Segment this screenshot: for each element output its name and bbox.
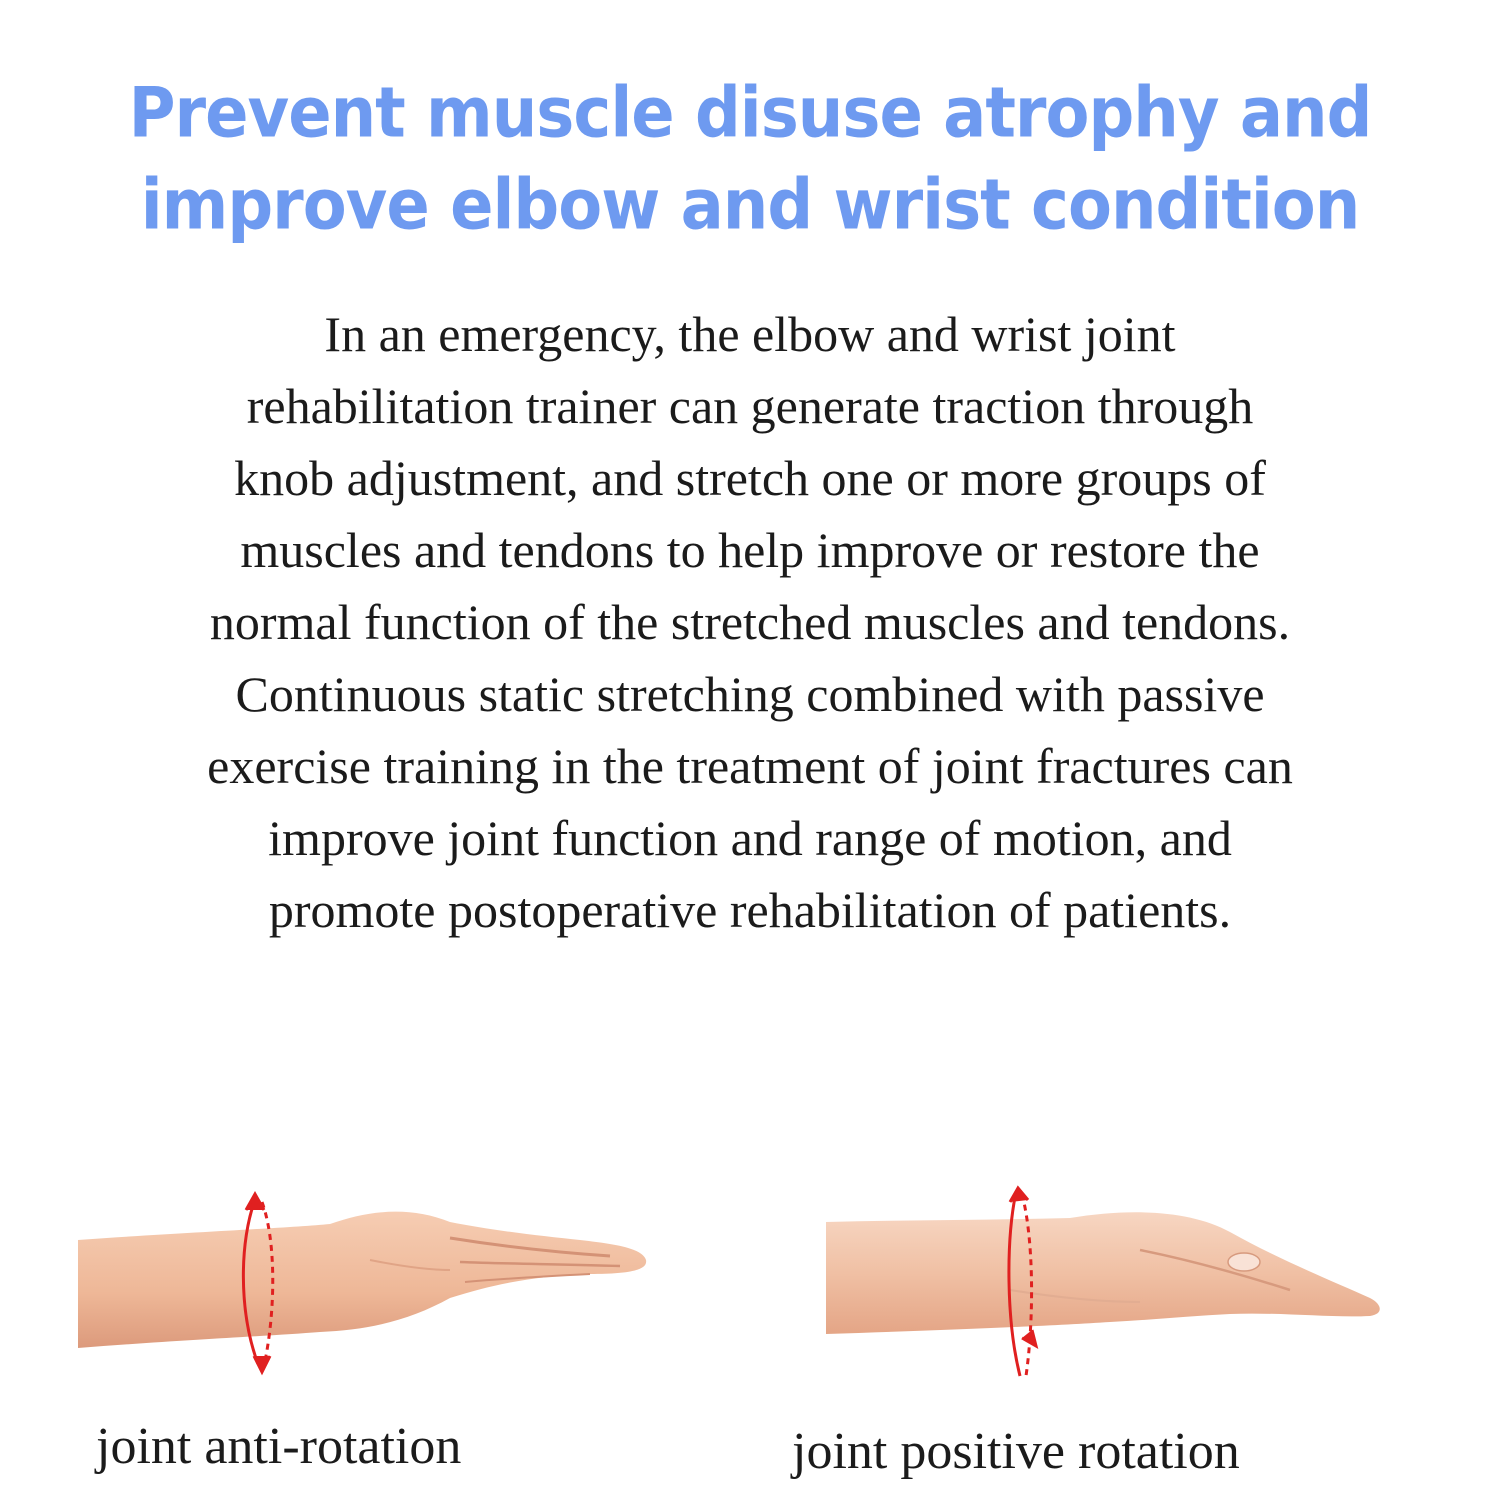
body-text-line: promote postoperative rehabilitation of patients. <box>268 882 1232 938</box>
forearm-palm-side-icon <box>826 1212 1380 1334</box>
headline-line-1: Prevent muscle disuse atrophy and <box>128 74 1372 154</box>
body-text-line: rehabilitation trainer can generate traction through <box>246 378 1254 434</box>
body-text-line: knob adjustment, and stretch one or more groups of <box>234 450 1266 506</box>
body-text-line: In an emergency, the elbow and wrist joint <box>324 306 1176 362</box>
caption-anti-rotation: joint anti-rotation <box>96 1418 462 1475</box>
caption-positive-rotation: joint positive rotation <box>792 1423 1240 1480</box>
forearm-positive-rotation-illustration <box>810 1180 1410 1400</box>
body-text-line: muscles and tendons to help improve or restore the <box>240 522 1260 578</box>
forearm-palm-up-icon <box>78 1212 646 1348</box>
headline-line-2: improve elbow and wrist condition <box>140 166 1360 246</box>
body-text-line: exercise training in the treatment of joint fractures can <box>207 738 1293 794</box>
forearm-anti-rotation-illustration <box>70 1170 670 1390</box>
body-text-line: improve joint function and range of motion, and <box>268 810 1232 866</box>
body-text-line: normal function of the stretched muscles and tendons. <box>209 594 1291 650</box>
body-text-line: Continuous static stretching combined with passive <box>235 666 1265 722</box>
